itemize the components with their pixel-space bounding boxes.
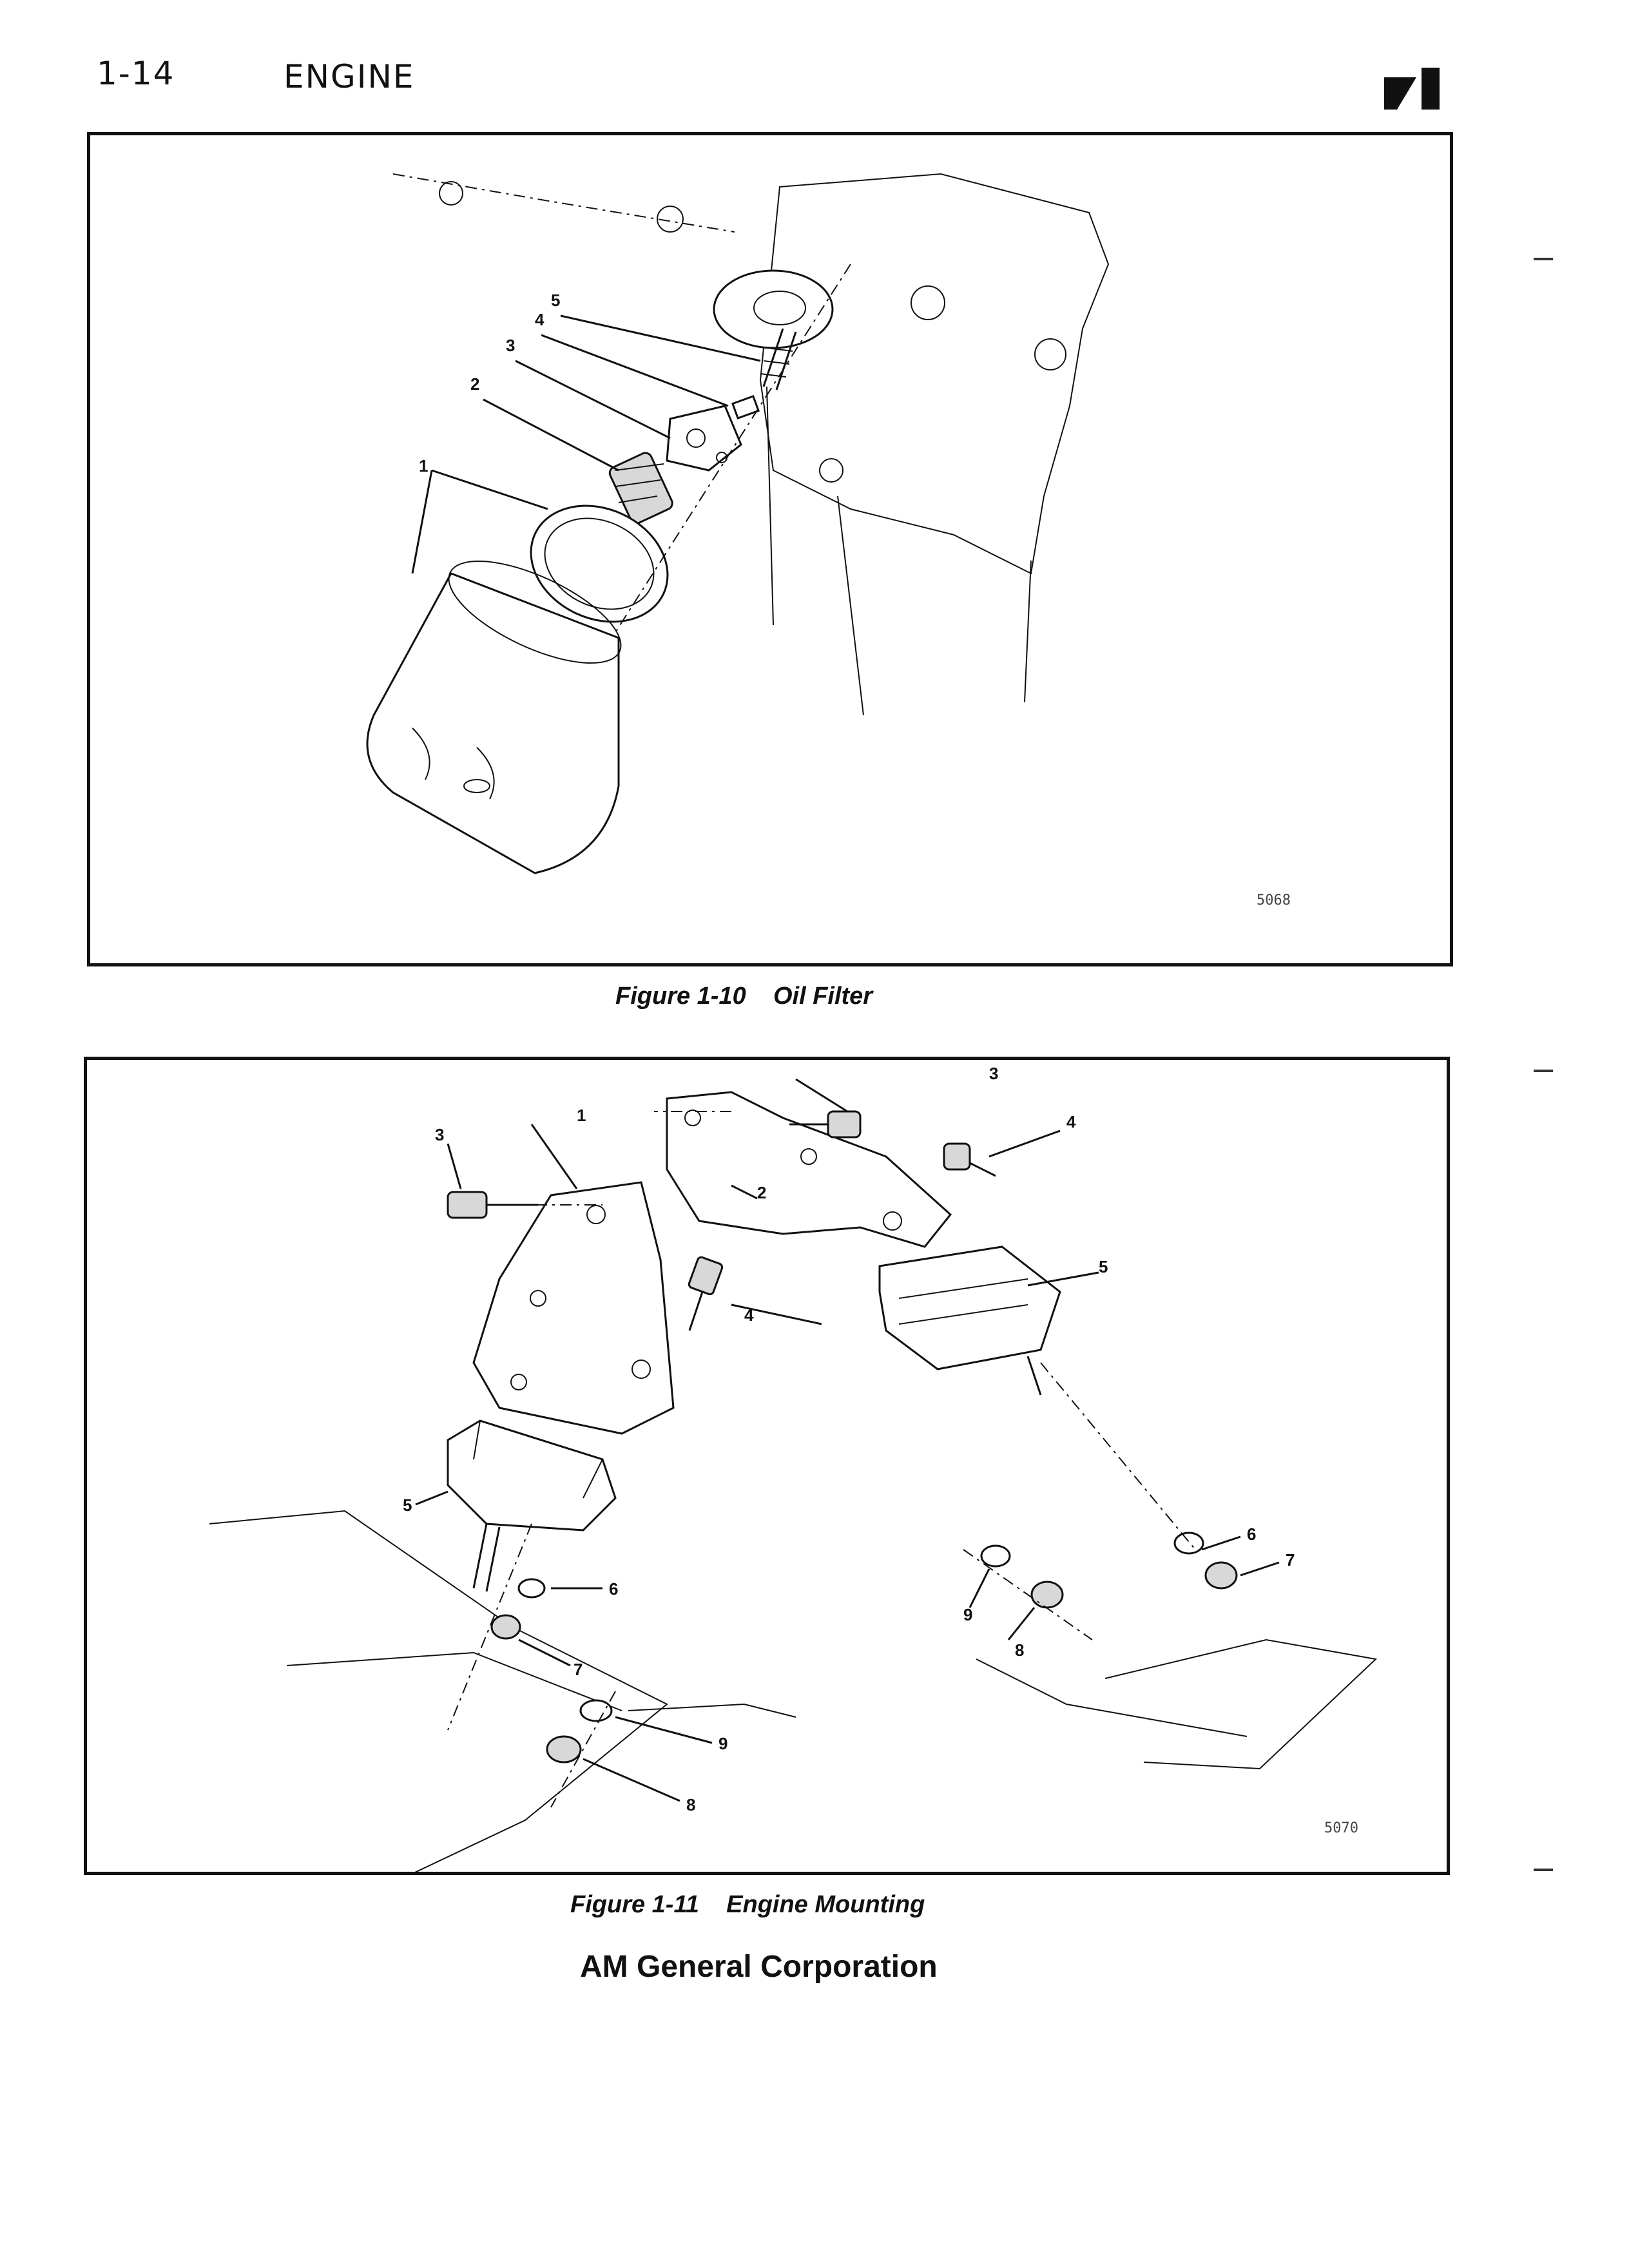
callout-5: 5 bbox=[403, 1495, 412, 1515]
figure-caption-oil-filter: Figure 1-10 Oil Filter bbox=[615, 983, 873, 1010]
callout-9: 9 bbox=[718, 1734, 728, 1753]
callout-9: 9 bbox=[963, 1605, 973, 1624]
callout-1: 1 bbox=[577, 1106, 586, 1125]
callout-3: 3 bbox=[506, 336, 516, 355]
callout-6: 6 bbox=[609, 1579, 619, 1599]
callout-8: 8 bbox=[1015, 1640, 1025, 1660]
callout-3: 3 bbox=[989, 1064, 999, 1083]
drawing-number: 5070 bbox=[1324, 1820, 1358, 1836]
figure-caption-engine-mounting: Figure 1-11 Engine Mounting bbox=[570, 1891, 925, 1918]
callout-4: 4 bbox=[744, 1305, 754, 1325]
page-number: 1-14 bbox=[97, 55, 175, 92]
figure-frame-engine-mounting bbox=[84, 1057, 1450, 1875]
engine-mounting-diagram bbox=[87, 1060, 1447, 1872]
callout-4: 4 bbox=[535, 310, 545, 329]
oil-filter-diagram bbox=[90, 135, 1450, 963]
callout-1: 1 bbox=[419, 456, 429, 476]
callout-2: 2 bbox=[470, 374, 480, 394]
callout-6: 6 bbox=[1247, 1524, 1257, 1544]
callout-2: 2 bbox=[757, 1183, 767, 1202]
callout-4: 4 bbox=[1066, 1112, 1076, 1131]
drawing-number: 5068 bbox=[1257, 892, 1291, 908]
callout-5: 5 bbox=[1099, 1257, 1108, 1276]
callout-8: 8 bbox=[686, 1795, 696, 1814]
callout-3: 3 bbox=[435, 1125, 445, 1144]
section-title: ENGINE bbox=[284, 58, 415, 95]
callout-7: 7 bbox=[1286, 1550, 1295, 1570]
publisher-logo bbox=[1384, 64, 1449, 110]
figure-frame-oil-filter bbox=[87, 132, 1453, 966]
callout-5: 5 bbox=[551, 291, 561, 310]
margin-mark bbox=[1534, 1070, 1553, 1072]
publisher-name: AM General Corporation bbox=[580, 1950, 938, 1984]
margin-mark bbox=[1534, 1869, 1553, 1871]
margin-mark bbox=[1534, 258, 1553, 260]
callout-7: 7 bbox=[574, 1660, 583, 1679]
